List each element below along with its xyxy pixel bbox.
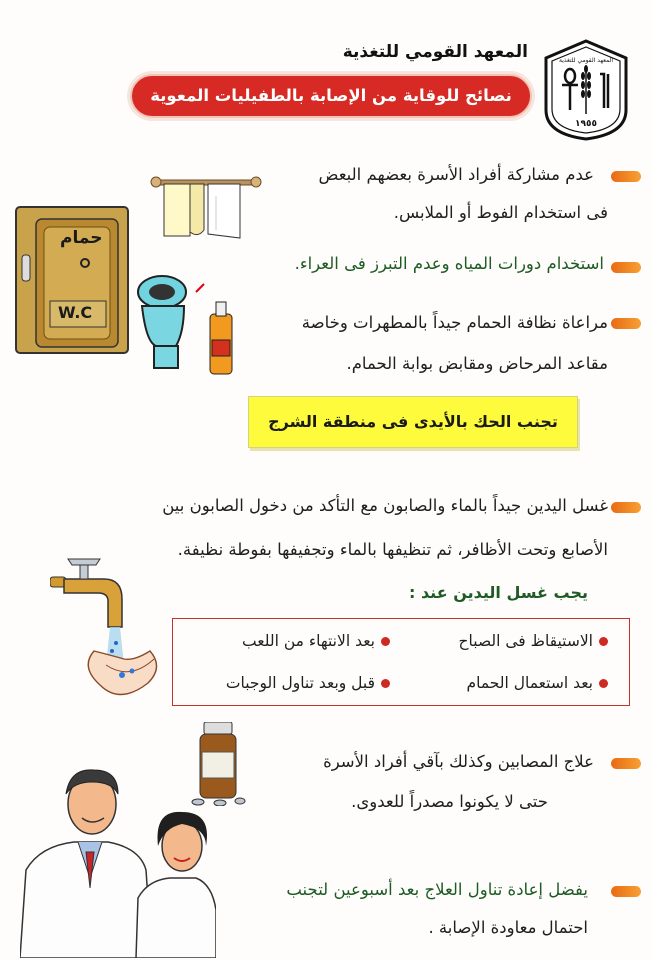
institute-logo (542, 38, 630, 142)
advice-6-line-1: يفضل إعادة تناول العلاج بعد أسبوعين لتجنب (286, 880, 588, 899)
logo-arc-text: المعهد القومي للتغذية (559, 57, 613, 64)
handwash-item-label: بعد الانتهاء من اللعب (242, 632, 375, 650)
handwash-item-label: بعد استعمال الحمام (466, 674, 593, 692)
handwash-heading: يجب غسل اليدين عند : (408, 583, 588, 602)
handwash-item (226, 674, 390, 692)
red-dot-icon (381, 679, 390, 688)
toilet-and-cleaner-icon (126, 262, 236, 380)
towel-rack-icon (150, 172, 262, 244)
red-dot-icon (599, 679, 608, 688)
highlight-box: تجنب الحك بالأيدى فى منطقة الشرج (248, 396, 578, 448)
handwash-item (459, 632, 608, 650)
logo-year: ١٩٥٥ (575, 119, 597, 129)
institute-name: المعهد القومي للتغذية (342, 42, 528, 62)
door-sign-text: حمام (60, 228, 103, 248)
orange-bullet-icon (611, 171, 641, 182)
advice-5-line-1: علاج المصابين وكذلك بآقي أفراد الأسرة (323, 752, 594, 771)
advice-4-line-1: غسل اليدين جيداً بالماء والصابون مع التأكد من دخول الصابون بين (162, 496, 608, 515)
handwash-item-label: الاستيقاظ فى الصباح (458, 632, 593, 650)
doctors-icon (20, 760, 216, 958)
advice-5-line-2: حتى لا يكونوا مصدراً للعدوى. (351, 792, 548, 811)
orange-bullet-icon (611, 758, 641, 769)
advice-4-line-2: الأصابع وتحت الأظافر، ثم تنظيفها بالماء وتجفيفها بفوطة نظيفة. (177, 540, 608, 559)
title-banner (130, 74, 532, 118)
orange-bullet-icon (611, 502, 641, 513)
handwash-item (242, 632, 390, 650)
advice-1-line-1: عدم مشاركة أفراد الأسرة بعضهم البعض (318, 165, 594, 184)
door-wc-label: W.C (58, 303, 93, 322)
advice-2-line-1: استخدام دورات المياه وعدم التبرز فى العراء. (294, 254, 604, 273)
tap-washing-hands-icon (50, 555, 174, 735)
orange-bullet-icon (611, 262, 641, 273)
door-sign-dot-icon (80, 258, 90, 268)
orange-bullet-icon (611, 886, 641, 897)
advice-6-line-2: احتمال معاودة الإصابة . (428, 918, 588, 937)
red-dot-icon (381, 637, 390, 646)
orange-bullet-icon (611, 318, 641, 329)
handwash-item-label: قبل وبعد تناول الوجبات (225, 674, 375, 692)
advice-3-line-2: مقاعد المرحاض ومقابض بوابة الحمام. (346, 354, 608, 373)
page-title: نصائح للوقاية من الإصابة بالطفيليات المعوية (150, 86, 512, 105)
handwash-item (467, 674, 609, 692)
red-dot-icon (599, 637, 608, 646)
advice-1-line-2: فى استخدام الفوط أو الملابس. (393, 203, 608, 222)
advice-3-line-1: مراعاة نظافة الحمام جيداً بالمطهرات وخاصة (301, 313, 608, 332)
